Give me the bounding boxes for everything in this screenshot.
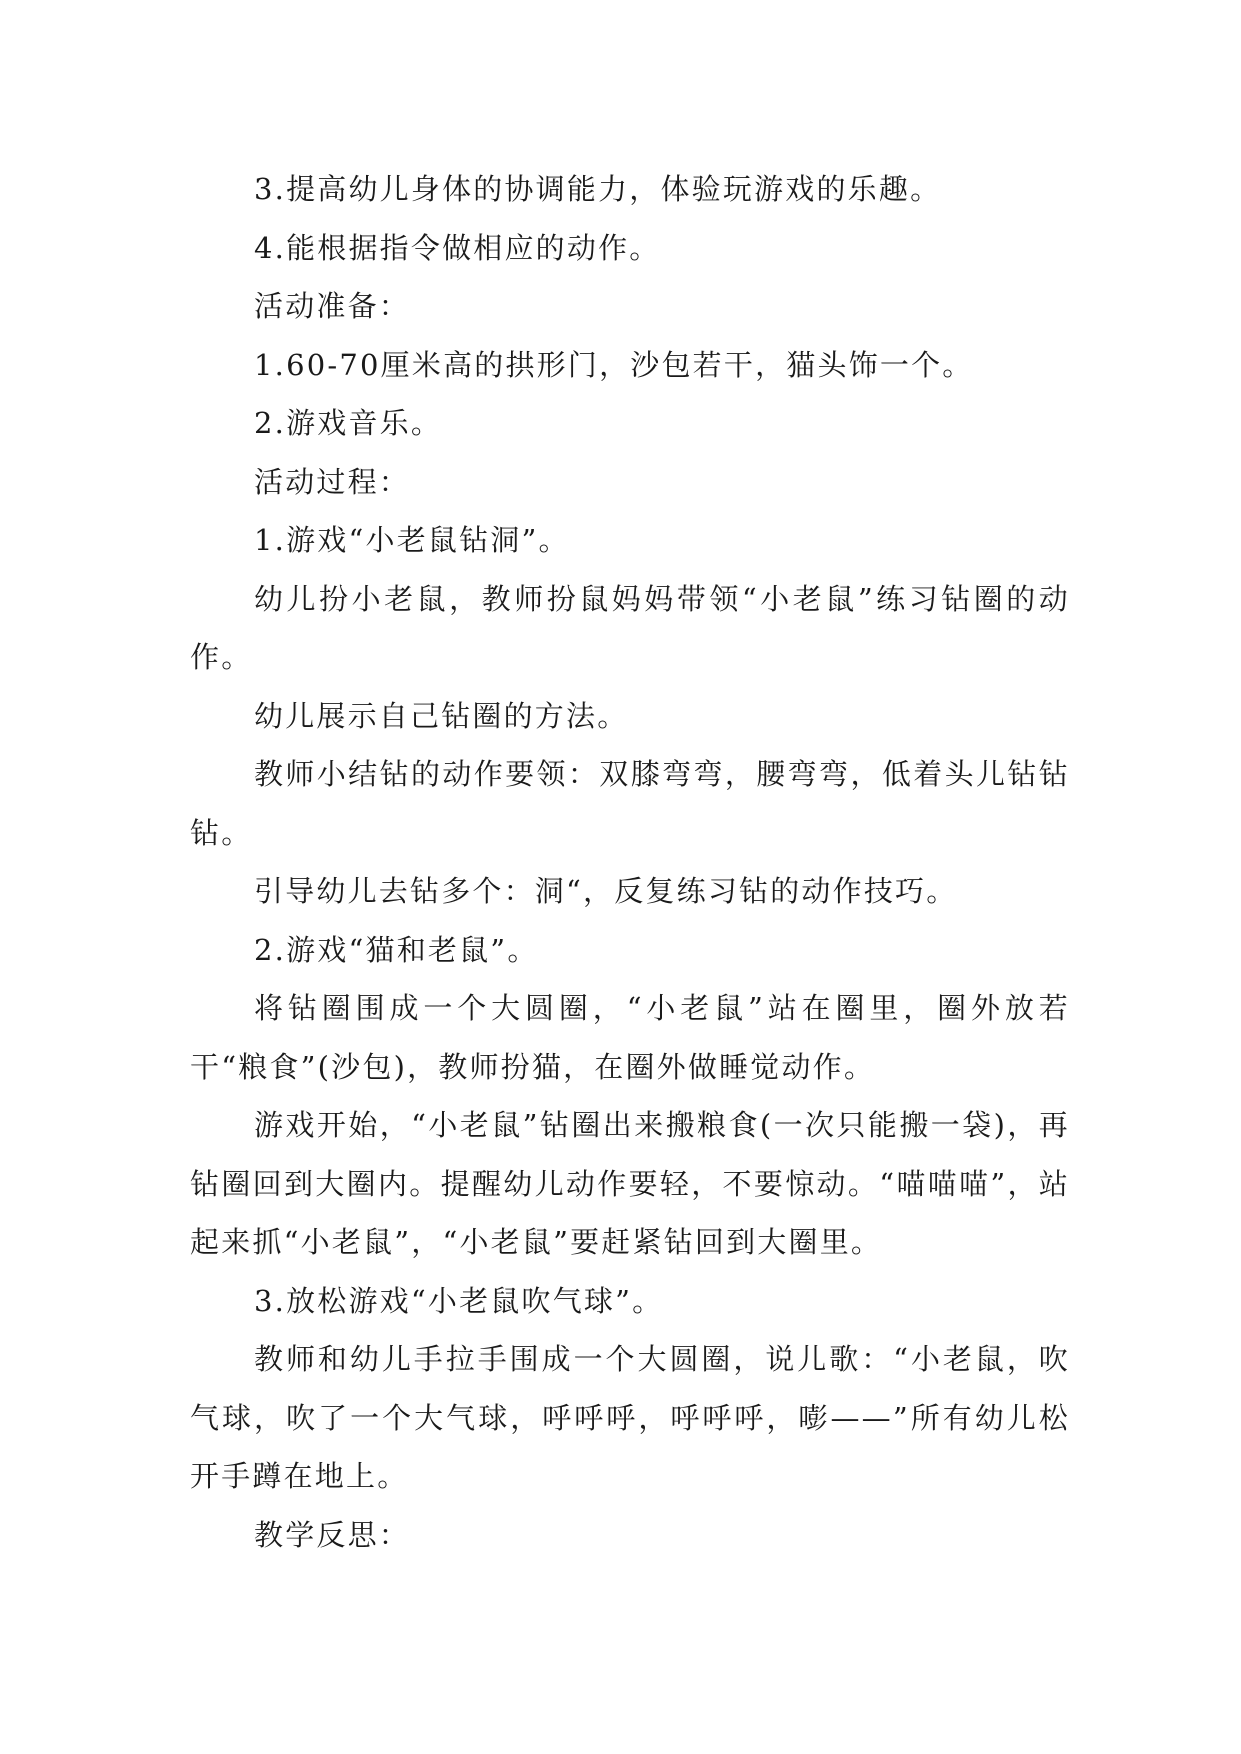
paragraph-step-2-setup: 将钻圈围成一个大圆圈，“小老鼠”站在圈里，圈外放若干“粮食”(沙包)，教师扮猫，在圈外做睡觉动作。 xyxy=(190,991,1070,1084)
paragraph-step-2-title: 2.游戏“猫和老鼠”。 xyxy=(254,932,539,967)
heading-reflection: 教学反思： xyxy=(254,1517,411,1552)
paragraph-prep-1: 1.60-70厘米高的拱形门，沙包若干，猫头饰一个。 xyxy=(254,347,974,382)
paragraph-step-1-title: 1.游戏“小老鼠钻洞”。 xyxy=(254,523,570,557)
heading-process: 活动过程： xyxy=(254,464,411,499)
paragraph-prep-2: 2.游戏音乐。 xyxy=(254,406,443,440)
paragraph-goal-4: 4.能根据指令做相应的动作。 xyxy=(254,230,661,265)
paragraph-step-2-play: 游戏开始，“小老鼠”钻圈出来搬粮食(一次只能搬一袋)，再钻圈回到大圈内。提醒幼儿动作要轻，不要惊动。“喵喵喵”，站起来抓“小老鼠”，“小老鼠”要赶紧钻回到大圈里。 xyxy=(190,1108,1070,1259)
paragraph-step-3-desc: 教师和幼儿手拉手围成一个大圆圈，说儿歌：“小老鼠，吹气球，吹了一个大气球，呼呼呼，呼呼呼，嘭——”所有幼儿松开手蹲在地上。 xyxy=(190,1342,1070,1493)
heading-preparation: 活动准备： xyxy=(254,289,411,323)
paragraph-step-1-show: 幼儿展示自己钻圈的方法。 xyxy=(254,698,629,733)
paragraph-step-1-desc: 幼儿扮小老鼠，教师扮鼠妈妈带领“小老鼠”练习钻圈的动作。 xyxy=(190,581,1070,674)
paragraph-step-1-guide: 引导幼儿去钻多个：洞“，反复练习钻的动作技巧。 xyxy=(254,874,958,908)
paragraph-goal-3: 3.提高幼儿身体的协调能力，体验玩游戏的乐趣。 xyxy=(254,172,942,206)
document-body xyxy=(190,160,1070,1564)
paragraph-step-1-summary: 教师小结钻的动作要领：双膝弯弯，腰弯弯，低着头儿钻钻钻。 xyxy=(190,757,1070,850)
paragraph-step-3-title: 3.放松游戏“小老鼠吹气球”。 xyxy=(254,1283,664,1318)
